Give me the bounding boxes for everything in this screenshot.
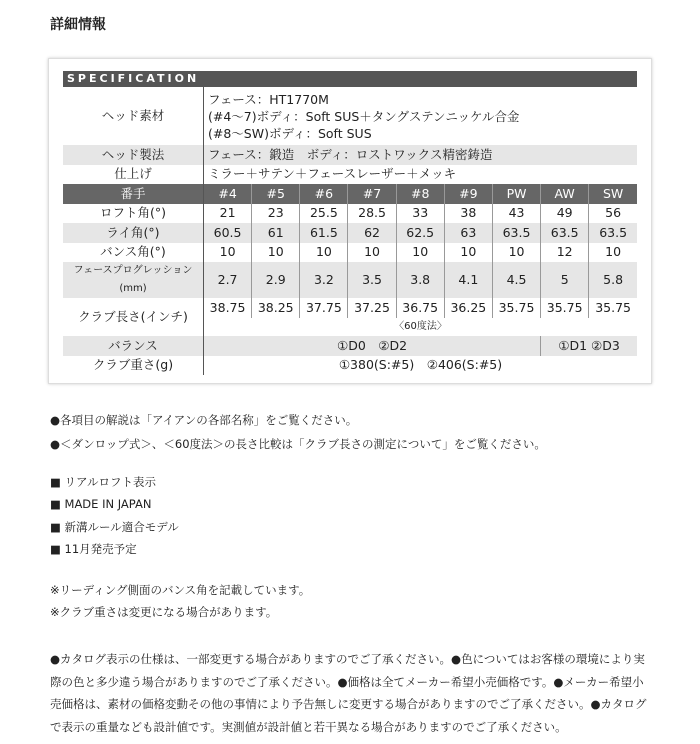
spec-value: 10	[219, 244, 236, 260]
spec-value: 10	[396, 243, 444, 263]
spec-value: 21	[219, 205, 236, 221]
spec-table	[63, 87, 637, 375]
row-label: クラブ長さ(インチ)	[63, 298, 204, 336]
spec-value: 10	[589, 243, 637, 263]
length-value: 35.75	[492, 298, 540, 318]
spec-value: 28.5	[348, 204, 396, 224]
disclaimer: ●カタログ表示の仕様は、一部変更する場合がありますのでご了承ください。●色についてはお客様の環境により実際の色と多少違う場合がありますのでご了承ください。●価格は全てメーカー希望小売価格です。●メーカー希望小売価格は、素材の価格変動その他の事情により予告無しに変更する場合がありますのでご了承ください。●カタログで表示の重量なども設計値です。実測値が設計値と若干異なる場合がありますのでご了承ください。	[50, 652, 647, 734]
spec-value: 60.5	[204, 223, 252, 243]
spec-value: 56	[589, 204, 637, 224]
row-label: ヘッド製法	[63, 145, 204, 165]
length-value: 35.75	[541, 298, 589, 318]
head-material-line: (#4～7)ボディ：Soft SUS＋タングステンニッケル合金	[208, 108, 520, 124]
spec-value: 62.5	[396, 223, 444, 243]
spec-value: 4.1	[444, 262, 492, 298]
head-material-line: フェース：HT1770M	[208, 91, 329, 107]
spec-value: 63.5	[492, 223, 540, 243]
spec-value: 33	[396, 204, 444, 224]
row-label: バンス角(°)	[63, 243, 204, 263]
row-label: ロフト角(°)	[63, 204, 204, 224]
row-label: 仕上げ	[63, 165, 204, 185]
spec-value: 3.5	[348, 262, 396, 298]
spec-value: 5.8	[589, 262, 637, 298]
club-number: #8	[396, 184, 444, 204]
row-label: バランス	[63, 336, 204, 356]
spec-panel	[48, 58, 652, 384]
length-value: 38.75	[209, 300, 246, 315]
length-value: 36.25	[444, 298, 492, 318]
spec-value: 10	[444, 243, 492, 263]
length-note: 〈60度法〉	[394, 321, 447, 332]
row-label: ライ角(°)	[63, 223, 204, 243]
length-value: 35.75	[589, 298, 637, 318]
balance-a: ①D0 ②D2	[204, 336, 541, 356]
spec-value: 63.5	[589, 223, 637, 243]
feature: ■ MADE IN JAPAN	[50, 497, 152, 512]
feature: ■ 11月発売予定	[50, 541, 137, 556]
spec-value: 10	[492, 243, 540, 263]
row-label: ヘッド素材	[63, 87, 204, 145]
spec-value: 10	[300, 243, 348, 263]
spec-value: 5	[541, 262, 589, 298]
spec-value: 3.8	[396, 262, 444, 298]
balance-b: ①D1 ②D3	[541, 336, 637, 356]
spec-value: 10	[348, 243, 396, 263]
spec-value: 43	[492, 204, 540, 224]
row-label: クラブ重さ(g)	[63, 356, 204, 376]
length-value: 36.75	[396, 298, 444, 318]
finish-value: ミラー＋サテン＋フェースレーザー＋メッキ	[208, 166, 457, 182]
weight-value: ①380(S:#5) ②406(S:#5)	[338, 357, 503, 373]
spec-value: 23	[252, 204, 300, 224]
club-number: #7	[348, 184, 396, 204]
manufacture-value: フェース：鍛造 ボディ：ロストワックス精密鋳造	[204, 145, 638, 165]
head-material-line: (#8～SW)ボディ：Soft SUS	[208, 125, 372, 141]
row-label: 番手	[63, 184, 204, 204]
spec-header: SPECIFICATION	[63, 71, 637, 87]
page-title: 詳細情報	[50, 17, 106, 33]
club-number: #6	[300, 184, 348, 204]
note: ●＜ダンロップ式＞、＜60度法＞の長さ比較は「クラブ長さの測定について」をご覧ください。	[50, 437, 546, 451]
spec-value: 63.5	[541, 223, 589, 243]
feature: ■ リアルロフト表示	[50, 475, 157, 489]
feature: ■ 新溝ルール適合モデル	[50, 519, 179, 534]
spec-value: 38	[444, 204, 492, 224]
spec-value: 12	[541, 243, 589, 263]
spec-value: 61.5	[300, 223, 348, 243]
spec-value: 25.5	[300, 204, 348, 224]
spec-value: 4.5	[492, 262, 540, 298]
spec-value: 49	[541, 204, 589, 224]
club-number: #4	[204, 184, 252, 204]
spec-value: 2.7	[204, 262, 252, 298]
note: ●各項目の解説は「アイアンの各部名称」をご覧ください。	[50, 413, 358, 427]
row-label: フェースプログレッション(mm)	[63, 262, 204, 298]
spec-value: 62	[348, 223, 396, 243]
length-value: 38.25	[252, 298, 300, 318]
note: ※リーディング側面のバンス角を記載しています。	[50, 583, 311, 597]
club-number: SW	[589, 184, 637, 204]
length-value: 37.25	[348, 298, 396, 318]
spec-value: 3.2	[300, 262, 348, 298]
club-number: #5	[252, 184, 300, 204]
note: ※クラブ重さは変更になる場合があります。	[50, 605, 278, 619]
spec-value: 61	[252, 223, 300, 243]
club-number: AW	[541, 184, 589, 204]
length-value: 37.75	[300, 298, 348, 318]
spec-value: 63	[444, 223, 492, 243]
spec-value: 10	[252, 243, 300, 263]
club-number: PW	[492, 184, 540, 204]
spec-value: 2.9	[252, 262, 300, 298]
club-number: #9	[444, 184, 492, 204]
